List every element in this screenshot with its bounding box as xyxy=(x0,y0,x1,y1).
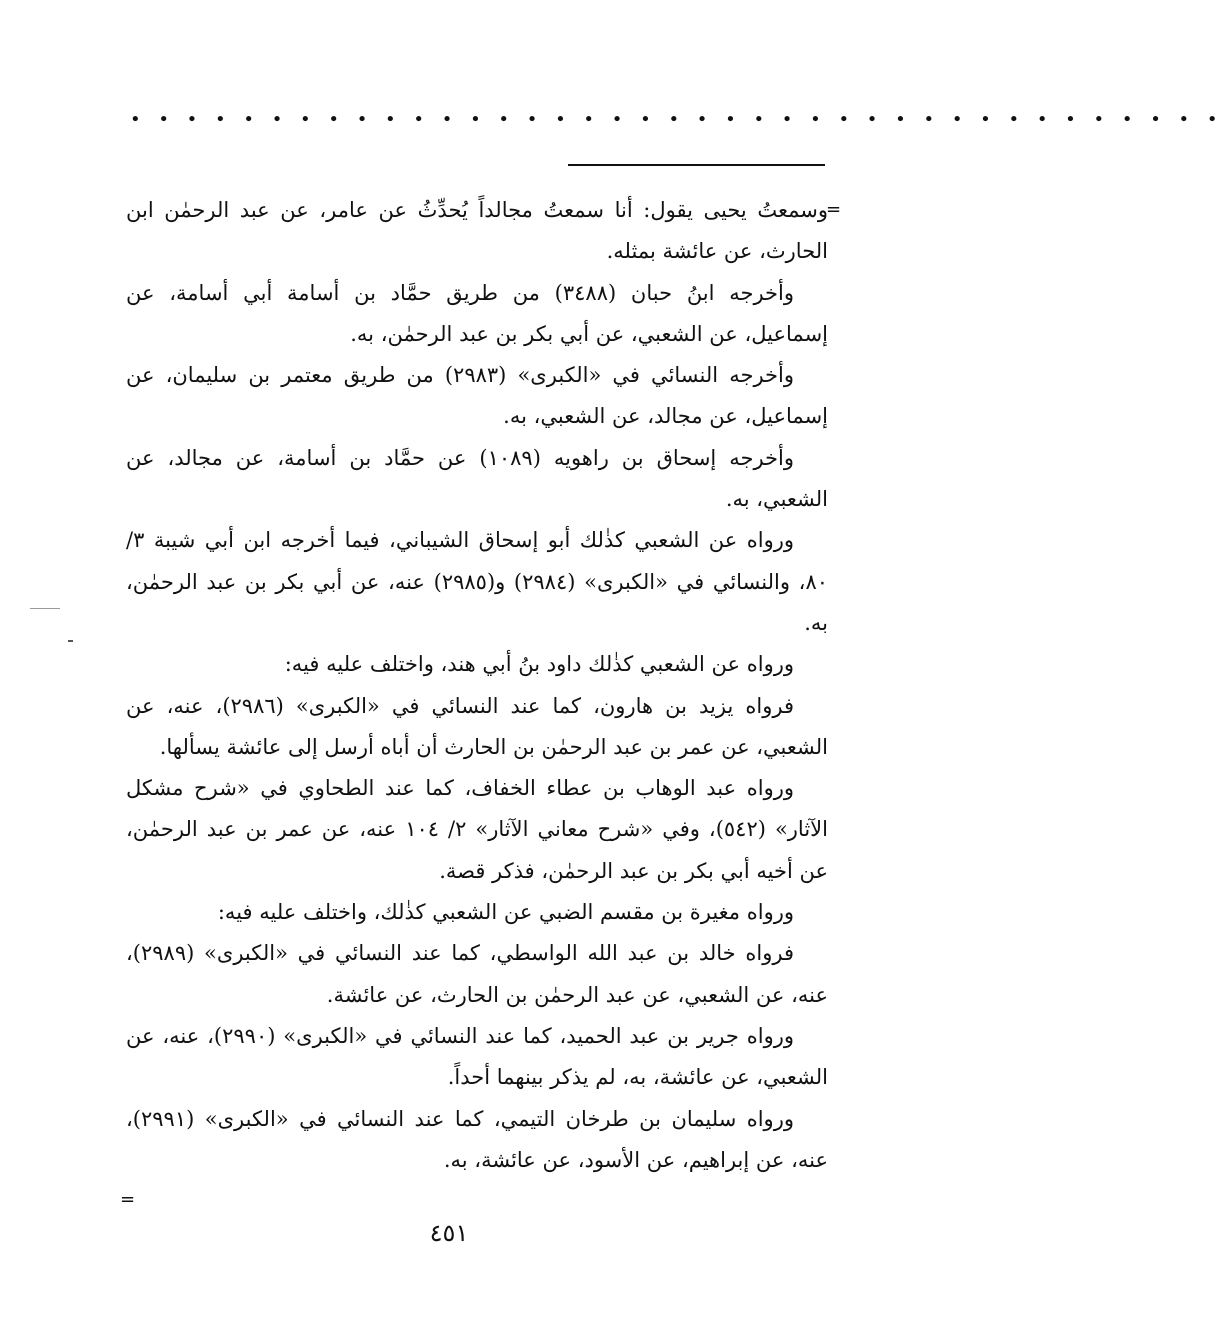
paragraph: وسمعتُ يحيى يقول: أنا سمعتُ مجالداً يُحدِّثُ عن عامر، عن عبد الرحمٰن ابن الحارث، عن عائشة بمثله. xyxy=(126,198,828,264)
page-number: ٤٥١ xyxy=(429,1219,469,1247)
paragraph: ورواه عن الشعبي كذٰلك أبو إسحاق الشيباني، فيما أخرجه ابن أبي شيبة ٣/ ٨٠، والنسائي في «الكبرى» (٢٩٨٤) و(٢٩٨٥) عنه، عن أبي بكر بن عبد الرحمٰن، به. xyxy=(126,528,829,635)
paragraph: فرواه خالد بن عبد الله الواسطي، كما عند النسائي في «الكبرى» (٢٩٨٩)، عنه، عن الشعبي، عن عبد الرحمٰن بن الحارث، عن عائشة. xyxy=(126,941,828,1007)
continuation-mark-bottom: = xyxy=(120,1189,136,1210)
paragraph: ورواه عبد الوهاب بن عطاء الخفاف، كما عند الطحاوي في «شرح مشكل الآثار» (٥٤٢)، وفي «شرح معاني الآثار» ٢/ ١٠٤ عنه، عن عمر بن عبد الرحمٰن، عن أخيه أبي بكر بن عبد الرحمٰن، فذكر قصة. xyxy=(126,776,828,883)
paragraph: ورواه مغيرة بن مقسم الضبي عن الشعبي كذٰلك، واختلف عليه فيه: xyxy=(217,900,794,925)
paragraph: ورواه سليمان بن طرخان التيمي، كما عند النسائي في «الكبرى» (٢٩٩١)، عنه، عن إبراهيم، عن الأسود، عن عائشة، به. xyxy=(126,1106,828,1172)
continuation-mark-top: = xyxy=(826,199,842,220)
paragraph: وأخرجه ابنُ حبان (٣٤٨٨) من طريق حمَّاد بن أسامة أبي أسامة، عن إسماعيل، عن الشعبي، عن أبي بكر بن عبد الرحمٰن، به. xyxy=(126,280,828,346)
paragraph: ورواه عن الشعبي كذٰلك داود بنُ أبي هند، واختلف عليه فيه: xyxy=(284,652,794,677)
paragraph: ورواه جرير بن عبد الحميد، كما عند النسائي في «الكبرى» (٢٩٩٠)، عنه، عن الشعبي، عن عائشة، به، لم يذكر بينهما أحداً. xyxy=(126,1023,828,1090)
footnote-text xyxy=(126,190,828,1181)
paragraph: وأخرجه النسائي في «الكبرى» (٢٩٨٣) من طريق معتمر بن سليمان، عن إسماعيل، عن مجالد، عن الشعبي، به. xyxy=(126,363,828,429)
separator-dots: • • • • • • • • • • • • • • • • • • • • • • • • • • • • • • • • • • • • • • • xyxy=(130,109,1224,130)
scan-artifact xyxy=(30,608,60,609)
paragraph: وأخرجه إسحاق بن راهويه (١٠٨٩) عن حمَّاد بن أسامة، عن مجالد، عن الشعبي، به. xyxy=(126,445,828,512)
scan-artifact xyxy=(68,640,73,642)
paragraph: فرواه يزيد بن هارون، كما عند النسائي في «الكبرى» (٢٩٨٦)، عنه، عن الشعبي، عن عمر بن عبد الرحمٰن بن الحارث أن أباه أرسل إلى عائشة يسألها. xyxy=(126,693,828,759)
footnote-rule xyxy=(568,164,825,166)
